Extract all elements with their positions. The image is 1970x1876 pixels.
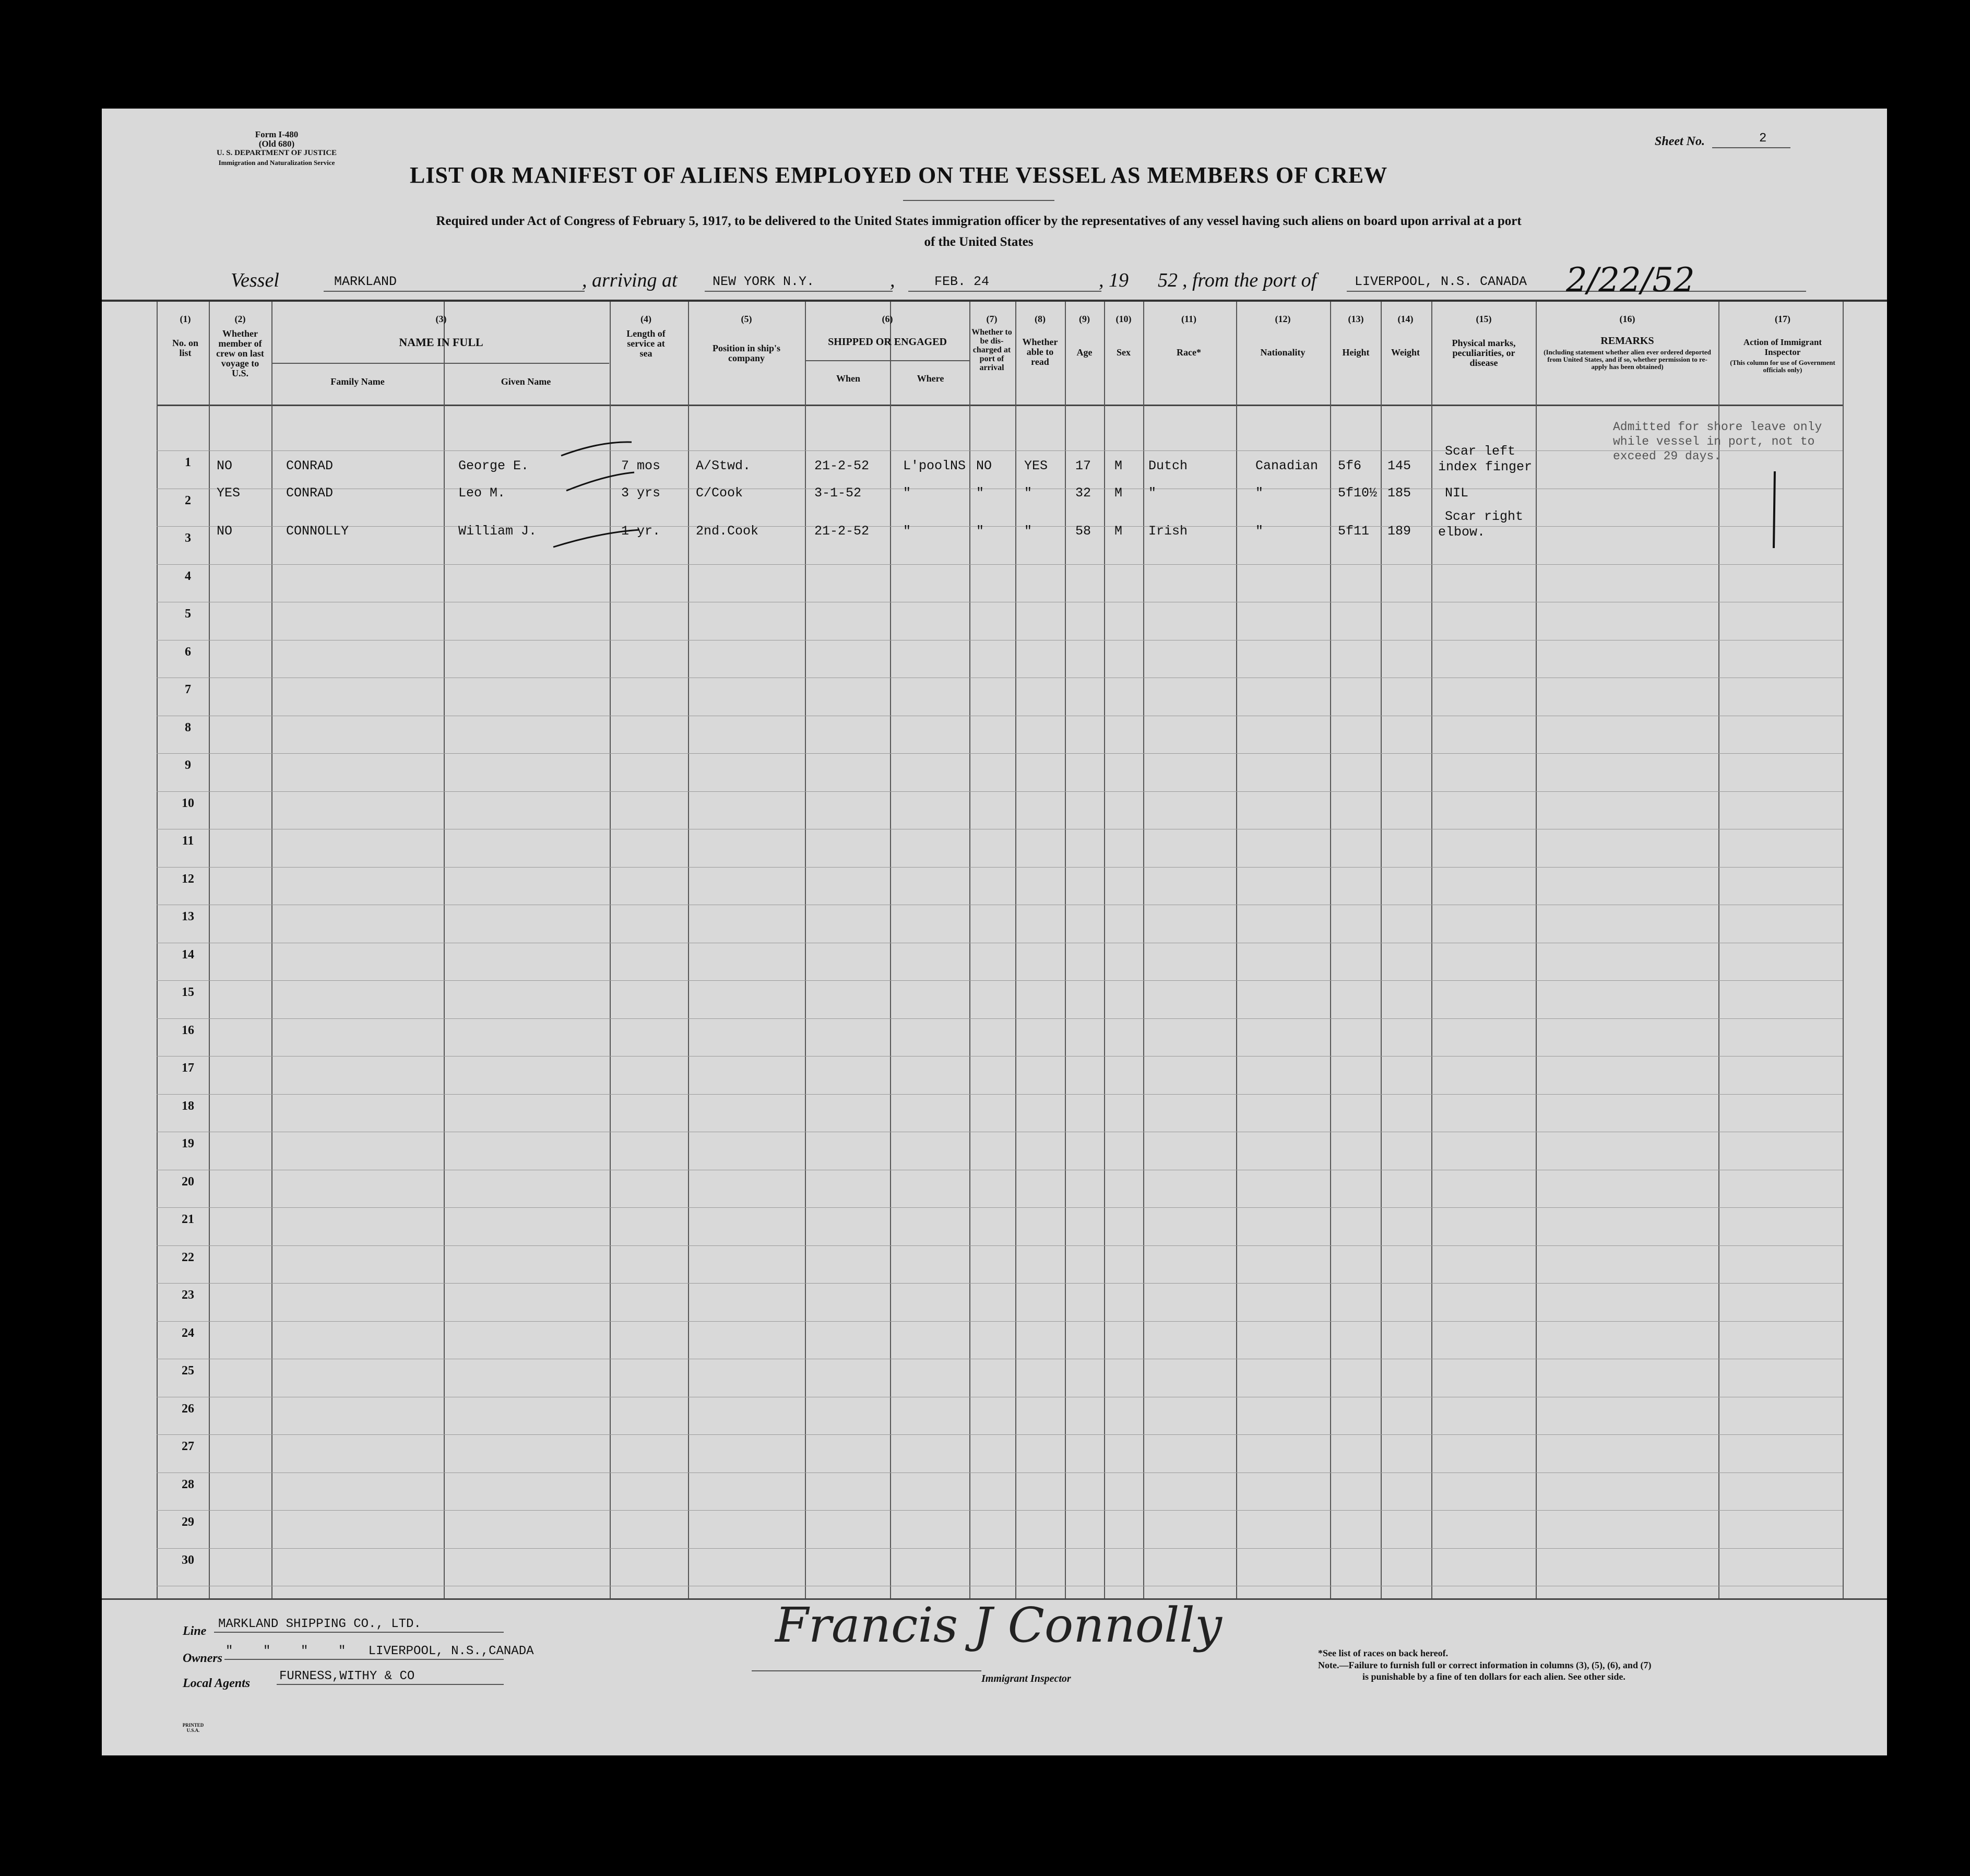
- physical-marks-cell: elbow.: [1438, 525, 1486, 540]
- agents-underline: [277, 1684, 504, 1685]
- row-number: 10: [182, 796, 194, 810]
- col6-number: (6): [882, 314, 893, 324]
- discharged-cell: NO: [976, 458, 992, 473]
- inspector-label: Immigrant Inspector: [981, 1673, 1071, 1684]
- departure-port: LIVERPOOL, N.S. CANADA: [1355, 274, 1527, 289]
- form-service: Immigration and Naturalization Service: [218, 159, 335, 167]
- col8-number: (8): [1035, 314, 1046, 324]
- owners-value: " " " " LIVERPOOL, N.S.,CANADA: [226, 1644, 534, 1658]
- vessel-name: MARKLAND: [334, 274, 397, 289]
- row-number: 25: [182, 1364, 194, 1378]
- physical-marks-cell: index finger: [1438, 459, 1533, 474]
- discharged-cell: ": [976, 485, 984, 501]
- row-number: 3: [185, 531, 191, 545]
- service-length-cell: 7 mos: [621, 458, 661, 473]
- nationality-cell: ": [1255, 485, 1264, 501]
- height-cell: 5f11: [1338, 524, 1370, 539]
- remarks-stamp-line2: while vessel in port, not to: [1613, 435, 1815, 448]
- signature-line: [752, 1670, 981, 1671]
- shipped-when-cell: 21-2-52: [814, 458, 870, 473]
- printer-mark: PRINTED U.S.A.: [182, 1723, 204, 1733]
- height-cell: 5f10½: [1338, 485, 1378, 501]
- col13-number: (13): [1348, 314, 1364, 324]
- sheet-number: 2: [1759, 132, 1767, 146]
- physical-marks-cell: Scar left: [1445, 444, 1516, 459]
- col14-number: (14): [1397, 314, 1414, 324]
- weight-cell: 145: [1387, 458, 1411, 473]
- row-number: 28: [182, 1477, 194, 1491]
- age-cell: 58: [1075, 524, 1091, 539]
- position-cell: C/Cook: [696, 485, 743, 501]
- form-department: U. S. DEPARTMENT OF JUSTICE: [216, 149, 337, 157]
- col3a-header: Family Name: [330, 376, 385, 387]
- row-number: 19: [182, 1137, 194, 1150]
- owners-underline: [224, 1659, 504, 1660]
- age-cell: 32: [1075, 485, 1091, 501]
- col6-header: SHIPPED OR ENGAGED: [828, 336, 947, 348]
- line-value: MARKLAND SHIPPING CO., LTD.: [218, 1617, 421, 1631]
- col2-header: Whether member of crew on last voyage to U.S.: [216, 328, 264, 378]
- row-number: 21: [182, 1213, 194, 1226]
- family-name-cell: CONRAD: [286, 458, 334, 473]
- able-to-read-cell: YES: [1024, 458, 1048, 473]
- note-races: *See list of races on back hereof.: [1318, 1648, 1449, 1658]
- col2-number: (2): [234, 314, 246, 324]
- position-cell: 2nd.Cook: [696, 524, 759, 539]
- owners-label: Owners: [183, 1652, 223, 1665]
- nationality-cell: Canadian: [1255, 458, 1319, 473]
- col16-number: (16): [1619, 314, 1635, 324]
- row-number: 6: [185, 645, 191, 659]
- col6a-header: When: [836, 373, 860, 384]
- shipped-where-cell: L'poolNS: [903, 458, 966, 473]
- col7-header: Whether to be dis-charged at port of arrival: [971, 328, 1012, 372]
- age-cell: 17: [1075, 458, 1091, 473]
- col17-number: (17): [1775, 314, 1790, 324]
- col16-header: REMARKS: [1600, 335, 1654, 347]
- given-name-cell: George E.: [458, 458, 529, 473]
- col10-number: (10): [1115, 314, 1132, 324]
- col1-header: No. on list: [172, 338, 199, 358]
- row-number: 4: [185, 569, 191, 583]
- height-cell: 5f6: [1338, 458, 1362, 473]
- form-number: Form I-480: [255, 129, 299, 139]
- form-old-number: (Old 680): [258, 139, 295, 149]
- row-number: 8: [185, 720, 191, 734]
- arrival-date: FEB. 24: [934, 274, 990, 289]
- col14-header: Weight: [1391, 347, 1420, 358]
- col1-number: (1): [180, 314, 191, 324]
- subtitle-line1: Required under Act of Congress of February 5, 1917, to be delivered to the United States immigration officer by the representatives of any vessel having such aliens on board upon arrival at a port: [436, 214, 1522, 228]
- sex-cell: M: [1114, 458, 1123, 473]
- race-cell: Irish: [1148, 524, 1188, 539]
- col6b-header: Where: [917, 373, 944, 384]
- line-label: Line: [183, 1624, 207, 1638]
- agents-label: Local Agents: [183, 1677, 251, 1690]
- given-name-cell: William J.: [458, 524, 537, 539]
- col16-subheader: (Including statement whether alien ever ordered deported from United States, and if so, whether permission to re-apply has been obtained): [1544, 348, 1711, 371]
- row-number: 12: [182, 872, 194, 886]
- col9-number: (9): [1079, 314, 1090, 324]
- inspector-signature: Francis J Connolly: [775, 1597, 1222, 1653]
- col8-header: Whether able to read: [1022, 337, 1058, 367]
- physical-marks-cell: Scar right: [1445, 509, 1524, 524]
- page-title: LIST OR MANIFEST OF ALIENS EMPLOYED ON THE VESSEL AS MEMBERS OF CREW: [410, 162, 1388, 188]
- sex-cell: M: [1114, 485, 1123, 501]
- col12-number: (12): [1275, 314, 1291, 324]
- agents-value: FURNESS,WITHY & CO: [279, 1669, 415, 1683]
- col10-header: Sex: [1117, 347, 1131, 358]
- col3-header: NAME IN FULL: [399, 336, 483, 349]
- vessel-label: Vessel: [231, 269, 279, 291]
- col9-header: Age: [1076, 347, 1093, 358]
- col4-number: (4): [640, 314, 651, 324]
- row-number: 30: [182, 1553, 194, 1567]
- sex-cell: M: [1114, 524, 1123, 539]
- shipped-when-cell: 3-1-52: [814, 485, 862, 501]
- able-to-read-cell: ": [1024, 485, 1033, 501]
- able-to-read-cell: ": [1024, 524, 1033, 539]
- row-number: 17: [182, 1061, 194, 1075]
- from-label: , from the port of: [1182, 269, 1317, 291]
- given-name-cell: Leo M.: [458, 485, 506, 501]
- row-number: 23: [182, 1288, 194, 1302]
- shipped-where-cell: ": [903, 524, 911, 539]
- weight-cell: 185: [1387, 485, 1411, 501]
- physical-marks-cell: NIL: [1445, 485, 1469, 501]
- discharged-cell: ": [976, 524, 984, 539]
- row-number: 14: [182, 947, 194, 961]
- row-number: 26: [182, 1402, 194, 1416]
- row-number: 11: [182, 834, 194, 848]
- race-cell: ": [1148, 485, 1157, 501]
- row-number: 16: [182, 1023, 194, 1037]
- handwritten-date: 2/22/52: [1566, 261, 1695, 300]
- family-name-cell: CONNOLLY: [286, 524, 349, 539]
- note-line2: is punishable by a fine of ten dollars for each alien. See other side.: [1362, 1671, 1625, 1682]
- row-number: 9: [185, 758, 191, 772]
- sheet-label: Sheet No.: [1655, 135, 1705, 148]
- row-number: 20: [182, 1174, 194, 1189]
- weight-cell: 189: [1387, 524, 1411, 539]
- col11-header: Race*: [1177, 347, 1201, 358]
- row-number: 18: [182, 1099, 194, 1113]
- service-length-cell: 3 yrs: [621, 485, 661, 501]
- note-line1: Note.—Failure to furnish full or correct information in columns (3), (5), (6), and (7): [1318, 1660, 1652, 1670]
- arriving-port: NEW YORK N.Y.: [713, 274, 815, 289]
- line-underline: [214, 1632, 504, 1633]
- col15-number: (15): [1476, 314, 1492, 324]
- row-number: 7: [185, 683, 191, 696]
- col15-header: Physical marks, peculiarities, or disease: [1452, 338, 1516, 368]
- col11-number: (11): [1181, 314, 1196, 324]
- subtitle-line2: of the United States: [924, 235, 1034, 249]
- year-prefix: , 19: [1099, 269, 1129, 291]
- comma-sep: ,: [890, 269, 895, 291]
- col17-header: Action of Immigrant Inspector: [1743, 337, 1822, 357]
- row-number: 29: [182, 1515, 194, 1529]
- last-voyage-cell: NO: [217, 524, 233, 539]
- col3b-header: Given Name: [501, 376, 551, 387]
- row-number: 1: [185, 456, 191, 469]
- position-cell: A/Stwd.: [696, 458, 751, 473]
- year-value: 52: [1158, 269, 1178, 291]
- col13-header: Height: [1342, 347, 1370, 358]
- service-length-cell: 1 yr.: [621, 524, 661, 539]
- last-voyage-cell: YES: [217, 485, 241, 501]
- col5-header: Position in ship's company: [712, 343, 781, 363]
- col7-number: (7): [986, 314, 998, 324]
- col12-header: Nationality: [1260, 347, 1306, 358]
- row-number: 13: [182, 910, 194, 923]
- row-number: 24: [182, 1326, 194, 1340]
- row-number: 2: [185, 493, 191, 507]
- row-number: 27: [182, 1440, 194, 1453]
- col17-subheader: (This column for use of Government officials only): [1730, 359, 1835, 374]
- remarks-stamp-line3: exceed 29 days.: [1613, 449, 1722, 463]
- remarks-stamp-line1: Admitted for shore leave only: [1613, 420, 1822, 434]
- row-number: 22: [182, 1250, 194, 1264]
- race-cell: Dutch: [1148, 458, 1188, 473]
- family-name-cell: CONRAD: [286, 485, 334, 501]
- row-number: 5: [185, 607, 191, 621]
- nationality-cell: ": [1255, 524, 1264, 539]
- col5-number: (5): [741, 314, 752, 324]
- last-voyage-cell: NO: [217, 458, 233, 473]
- col3-number: (3): [435, 314, 447, 324]
- shipped-when-cell: 21-2-52: [814, 524, 870, 539]
- row-number: 15: [182, 986, 194, 999]
- arriving-label: , arriving at: [582, 269, 678, 291]
- shipped-where-cell: ": [903, 485, 911, 501]
- col4-header: Length of service at sea: [626, 328, 666, 359]
